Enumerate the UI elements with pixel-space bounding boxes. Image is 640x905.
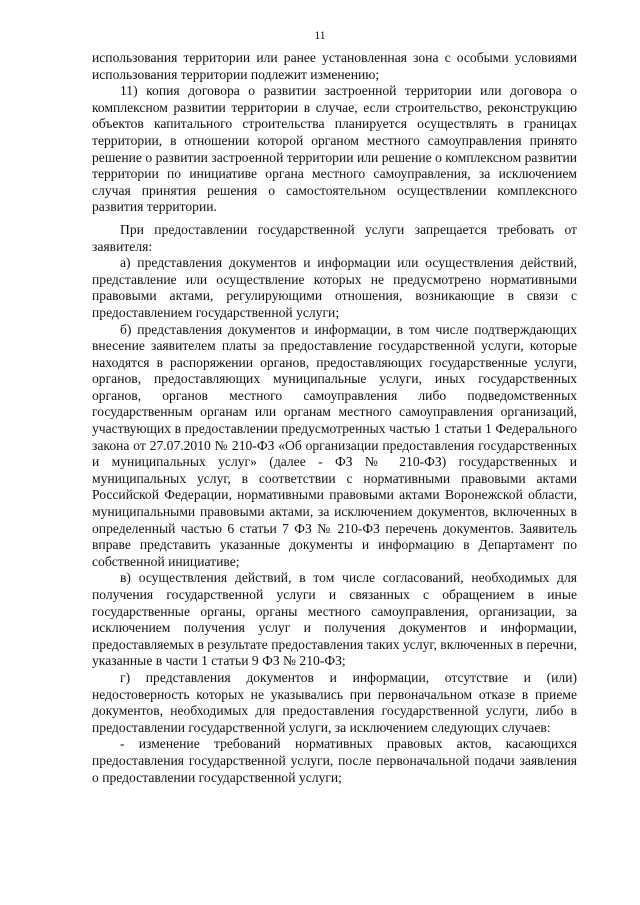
paragraph-item-11: 11) копия договора о развитии застроенной территории или договора о комплексном развитии территории в случае, если строительство, реконструкцию объектов капитального строительства планируется осуществлять в границах территории, в отношении которой органом местного самоуправления принято решение о развитии застроенной территории или решение о комплексном развитии территории по инициативе органа местного самоуправления, за исключением случая принятия решения о самостоятельном осуществлении комплексного развития территории.	[92, 83, 577, 215]
document-body	[92, 50, 577, 786]
paragraph-exception-dash: - изменение требований нормативных правовых актов, касающихся предоставления государственной услуги, после первоначальной подачи заявления о предоставлении государственной услуги;	[92, 736, 577, 785]
paragraph-continuation: использования территории или ранее установленная зона с особыми условиями использования территории подлежит изменению;	[92, 50, 577, 82]
paragraph-item-a: а) представления документов и информации или осуществления действий, представление или осуществление которых не предусмотрено нормативными правовыми актами, регулирующими отношения, возникающие в связи с предоставлением государственной услуги;	[92, 255, 577, 320]
paragraph-prohibition-intro: При предоставлении государственной услуги запрещается требовать от заявителя:	[92, 221, 577, 254]
paragraph-item-v: в) осуществления действий, в том числе согласований, необходимых для получения государственной услуги и связанных с обращением в иные государственные органы, органы местного самоуправления, организации, за исключением получения услуг и получения документов и информации, предоставляемых в результате предоставления таких услуг, включенных в перечни, указанные в части 1 статьи 9 ФЗ № 210-ФЗ;	[92, 570, 577, 669]
paragraph-item-g: г) представления документов и информации, отсутствие и (или) недостоверность которых не указывались при первоначальном отказе в приеме документов, необходимых для предоставления государственной услуги, либо в предоставлении государственной услуги, за исключением следующих случаев:	[92, 669, 577, 735]
paragraph-item-b: б) представления документов и информации, в том числе подтверждающих внесение заявителем платы за предоставление государственной услуги, которые находятся в распоряжении органов, предоставляющих государственные услуги, органов, предоставляющих муниципальные услуги, иных государственных органов, органов местного самоуправления либо подведомственных государственным органам или органам местного самоуправления организаций, участвующих в предоставлении предусмотренных частью 1 статьи 1 Федерального закона от 27.07.2010 № 210-ФЗ «Об организации предоставления государственных и муниципальных услуг» (далее - ФЗ № 210-ФЗ) государственных и муниципальных услуг, в соответствии с нормативными правовыми актами Российской Федерации, нормативными правовыми актами Воронежской области, муниципальными правовыми актами, за исключением документов, включенных в определенный частью 6 статьи 7 ФЗ № 210-ФЗ перечень документов. Заявитель вправе представить указанные документы и информацию в Департамент по собственной инициативе;	[92, 321, 577, 569]
page-number: 11	[314, 30, 326, 42]
